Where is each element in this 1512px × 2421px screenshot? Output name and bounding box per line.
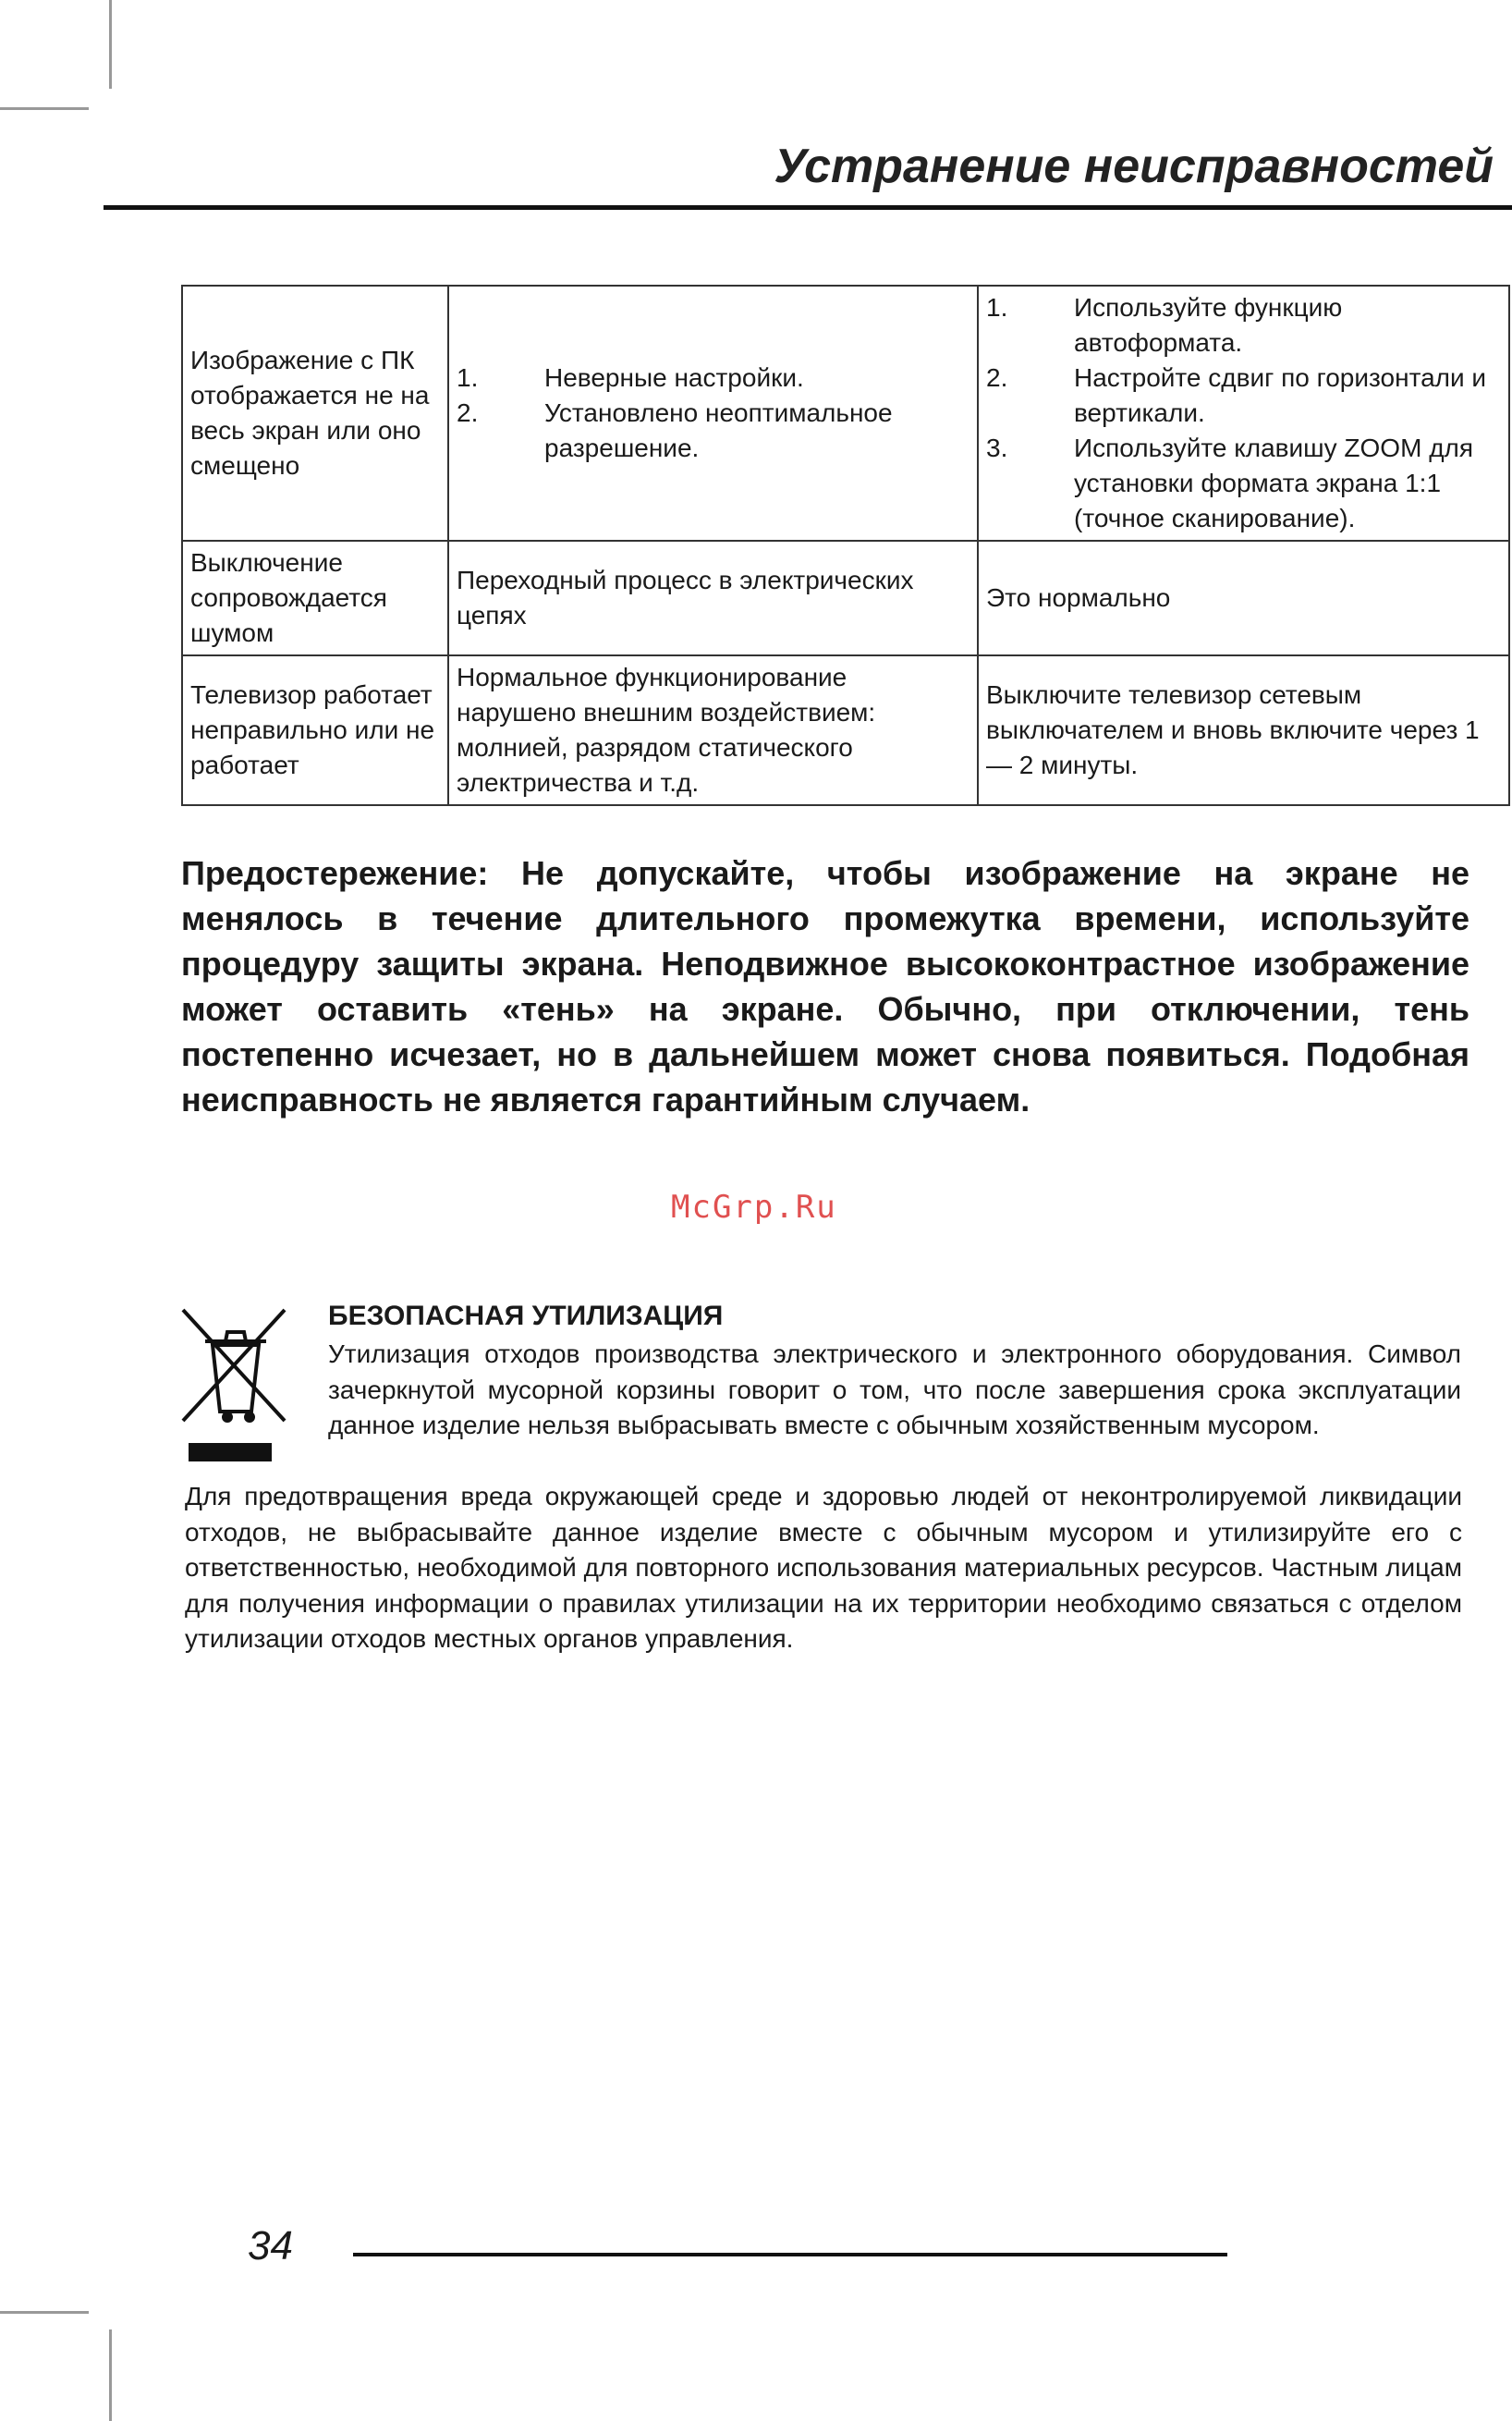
cause-cell: Переходный процесс в электрических цепях: [448, 541, 978, 655]
list-item: 1. Используйте функцию автоформата.: [986, 293, 1343, 357]
list-item: 2. Установлено неоптимальное разрешение.: [457, 398, 893, 462]
list-item: 3. Используйте клавишу ZOOM для установки формата экрана 1:1 (точное сканирование).: [986, 434, 1474, 532]
disposal-body: Для предотвращения вреда окружающей среде и здоровью людей от неконтролируемой ликвидации отходов, не выбрасывайте данное изделие вместе с обычным мусором и утилизируйте его с ответственностью, необходимой для повторного использования материальных ресурсов. Частным лицам для получения информации о правилах утилизации на их территории необходимо связаться с отделом утилизации отходов местных органов управления.: [185, 1482, 1462, 1653]
title-rule: [104, 205, 1512, 210]
solution-cell: [978, 286, 1509, 541]
cause-cell: Нормальное функционирование нарушено внешним воздействием: молнией, разрядом статического электричества и т.д.: [448, 655, 978, 805]
watermark: McGrp.Ru: [671, 1189, 837, 1226]
page-number: 34: [248, 2223, 293, 2268]
problem-cell: Выключение сопровождается шумом: [182, 541, 448, 655]
crop-mark: [109, 0, 112, 89]
page-title: Устранение неисправностей: [774, 140, 1494, 193]
solution-cell: Выключите телевизор сетевым выключателем и вновь включите через 1 — 2 минуты.: [978, 655, 1509, 805]
list-item: 2. Настройте сдвиг по горизонтали и вертикали.: [986, 363, 1487, 427]
crop-mark: [0, 107, 89, 110]
table-row: [182, 541, 1509, 655]
crop-mark: [0, 2311, 89, 2314]
crop-mark: [109, 2329, 112, 2421]
footer-rule: [353, 2253, 1227, 2256]
problem-cell: Изображение с ПК отображается не на весь экран или оно смещено: [182, 286, 448, 541]
disposal-intro: Утилизация отходов производства электрического и электронного оборудования. Символ зачеркнутой мусорной корзины говорит о том, что после завершения срока эксплуатации данное изделие нельзя выбрасывать вместе с обычным хозяйственным мусором.: [328, 1339, 1461, 1439]
problem-cell: Телевизор работает неправильно или не работает: [182, 655, 448, 805]
solution-cell: Это нормально: [978, 541, 1509, 655]
crossed-out-bin-icon: [181, 1308, 288, 1465]
warning-text: Предостережение: Не допускайте, чтобы изображение на экране не менялось в течение длительного промежутка времени, используйте процедуру защиты экрана. Неподвижное высококонтрастное изображение может оставить «тень» на экране. Обычно, при отключении, тень постепенно исчезает, но в дальнейшем может снова появиться. Подобная неисправность не является гарантийным случаем.: [181, 854, 1469, 1119]
list-item: 1. Неверные настройки.: [457, 363, 804, 392]
troubleshooting-table: [181, 285, 1510, 806]
table-row: [182, 655, 1509, 805]
table-row: [182, 286, 1509, 541]
cause-cell: [448, 286, 978, 541]
disposal-title: БЕЗОПАСНАЯ УТИЛИЗАЦИЯ: [328, 1301, 724, 1331]
